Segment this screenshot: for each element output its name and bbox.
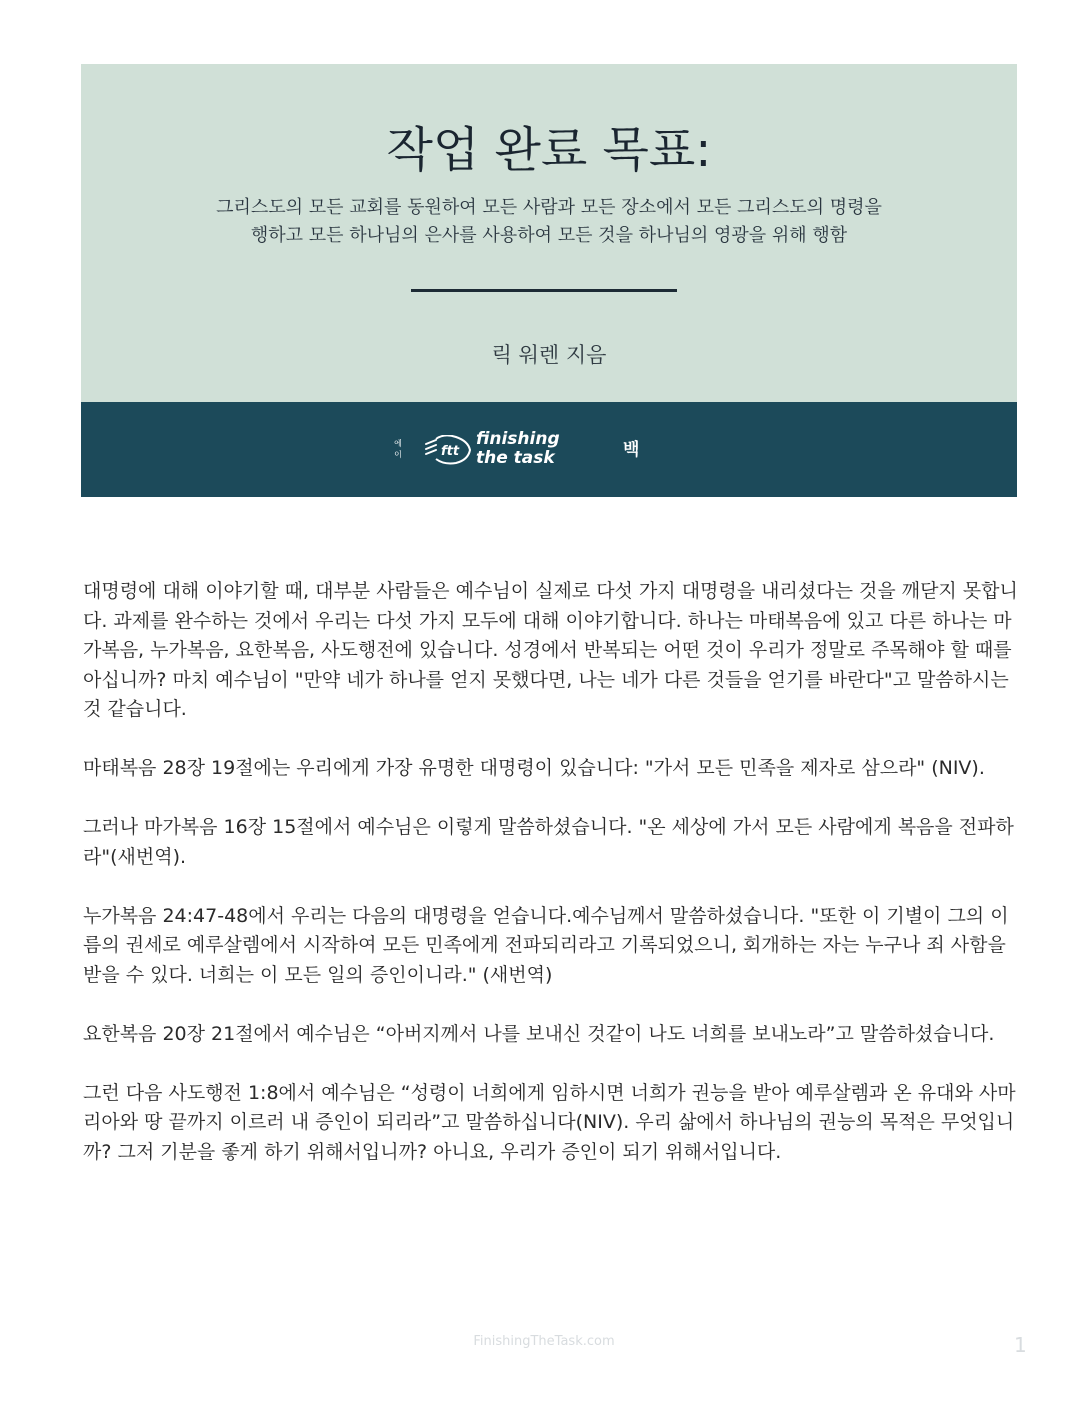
- article-body: [83, 577, 1023, 1197]
- title-divider: [411, 289, 677, 292]
- brand-banner: [81, 402, 1017, 497]
- page-number: 1: [1014, 1333, 1027, 1357]
- ftt-logo-icon: [424, 435, 476, 465]
- paragraph-2: 마태복음 28장 19절에는 우리에게 가장 유명한 대명령이 있습니다: "가서 모든 민족을 제자로 삼으라" (NIV).: [83, 757, 985, 779]
- paragraph-1: 대명령에 대해 이야기할 때, 대부분 사람들은 예수님이 실제로 다섯 가지 대명령을 내리셨다는 것을 깨닫지 못합니다. 과제를 완수하는 것에서 우리는 다섯 가지 모두에 대해 이야기합니다. 하나는 마태복음에 있고 다른 하나는 마가복음, 누가복음, 요한복음, 사도행전에 있습니다. 성경에서 반복되는 어떤 것이 우리가 정말로 주목해야 할 때를 아십니까? 마치 예수님이 "만약 네가 하나를 얻지 못했다면, 나는 네가 다른 것들을 얻기를 바란다"고 말씀하시는 것 같습니다.: [83, 580, 1018, 720]
- logo-line-1: finishing: [476, 429, 560, 449]
- header-panel: [81, 64, 1017, 402]
- page-subtitle: [141, 194, 957, 250]
- page-title: 작업 완료 목표:: [386, 122, 712, 178]
- subtitle-line-2: 행하고 모든 하나님의 은사를 사용하여 모든 것을 하나님의 영광을 위해 행함: [250, 225, 848, 246]
- logo-wordmark: [476, 430, 560, 468]
- finishing-the-task-logo: [424, 429, 564, 473]
- banner-right-label: 백: [623, 440, 640, 460]
- paragraph-5: 요한복음 20장 21절에서 예수님은 “아버지께서 나를 보내신 것같이 나도 너희를 보내노라”고 말씀하셨습니다.: [83, 1022, 995, 1045]
- banner-small-label: 에이: [394, 439, 402, 459]
- paragraph-6: 그런 다음 사도행전 1:8에서 예수님은 “성령이 너희에게 임하시면 너희가 권능을 받아 예루살렘과 온 유대와 사마리아와 땅 끝까지 이르러 내 증인이 되리라”고 말씀하십니다(NIV). 우리 삶에서 하나님의 권능의 목적은 무엇입니까? 그저 기분을 좋게 하기 위해서입니까? 아니요, 우리가 증인이 되기 위해서입니다.: [83, 1081, 1016, 1163]
- paragraph-3: 그러나 마가복음 16장 15절에서 예수님은 이렇게 말씀하셨습니다. "온 세상에 가서 모든 사람에게 복음을 전파하라"(새번역).: [83, 816, 1014, 868]
- ftt-logo-mark-text: ftt: [441, 444, 460, 459]
- author-byline: 릭 워렌 지음: [491, 343, 607, 367]
- subtitle-line-1: 그리스도의 모든 교회를 동원하여 모든 사람과 모든 장소에서 모든 그리스도의 명령을: [216, 197, 882, 218]
- paragraph-4: 누가복음 24:47-48에서 우리는 다음의 대명령을 얻습니다.예수님께서 말씀하셨습니다. "또한 이 기별이 그의 이름의 권세로 예루살렘에서 시작하여 모든 민족에게 전파되리라고 기록되었으니, 회개하는 자는 누구나 죄 사함을 받을 수 있다. 너희는 이 모든 일의 증인이니라." (새번역): [83, 904, 1009, 986]
- footer-website: FinishingTheTask.com: [473, 1334, 615, 1349]
- logo-line-2: the task: [476, 448, 555, 468]
